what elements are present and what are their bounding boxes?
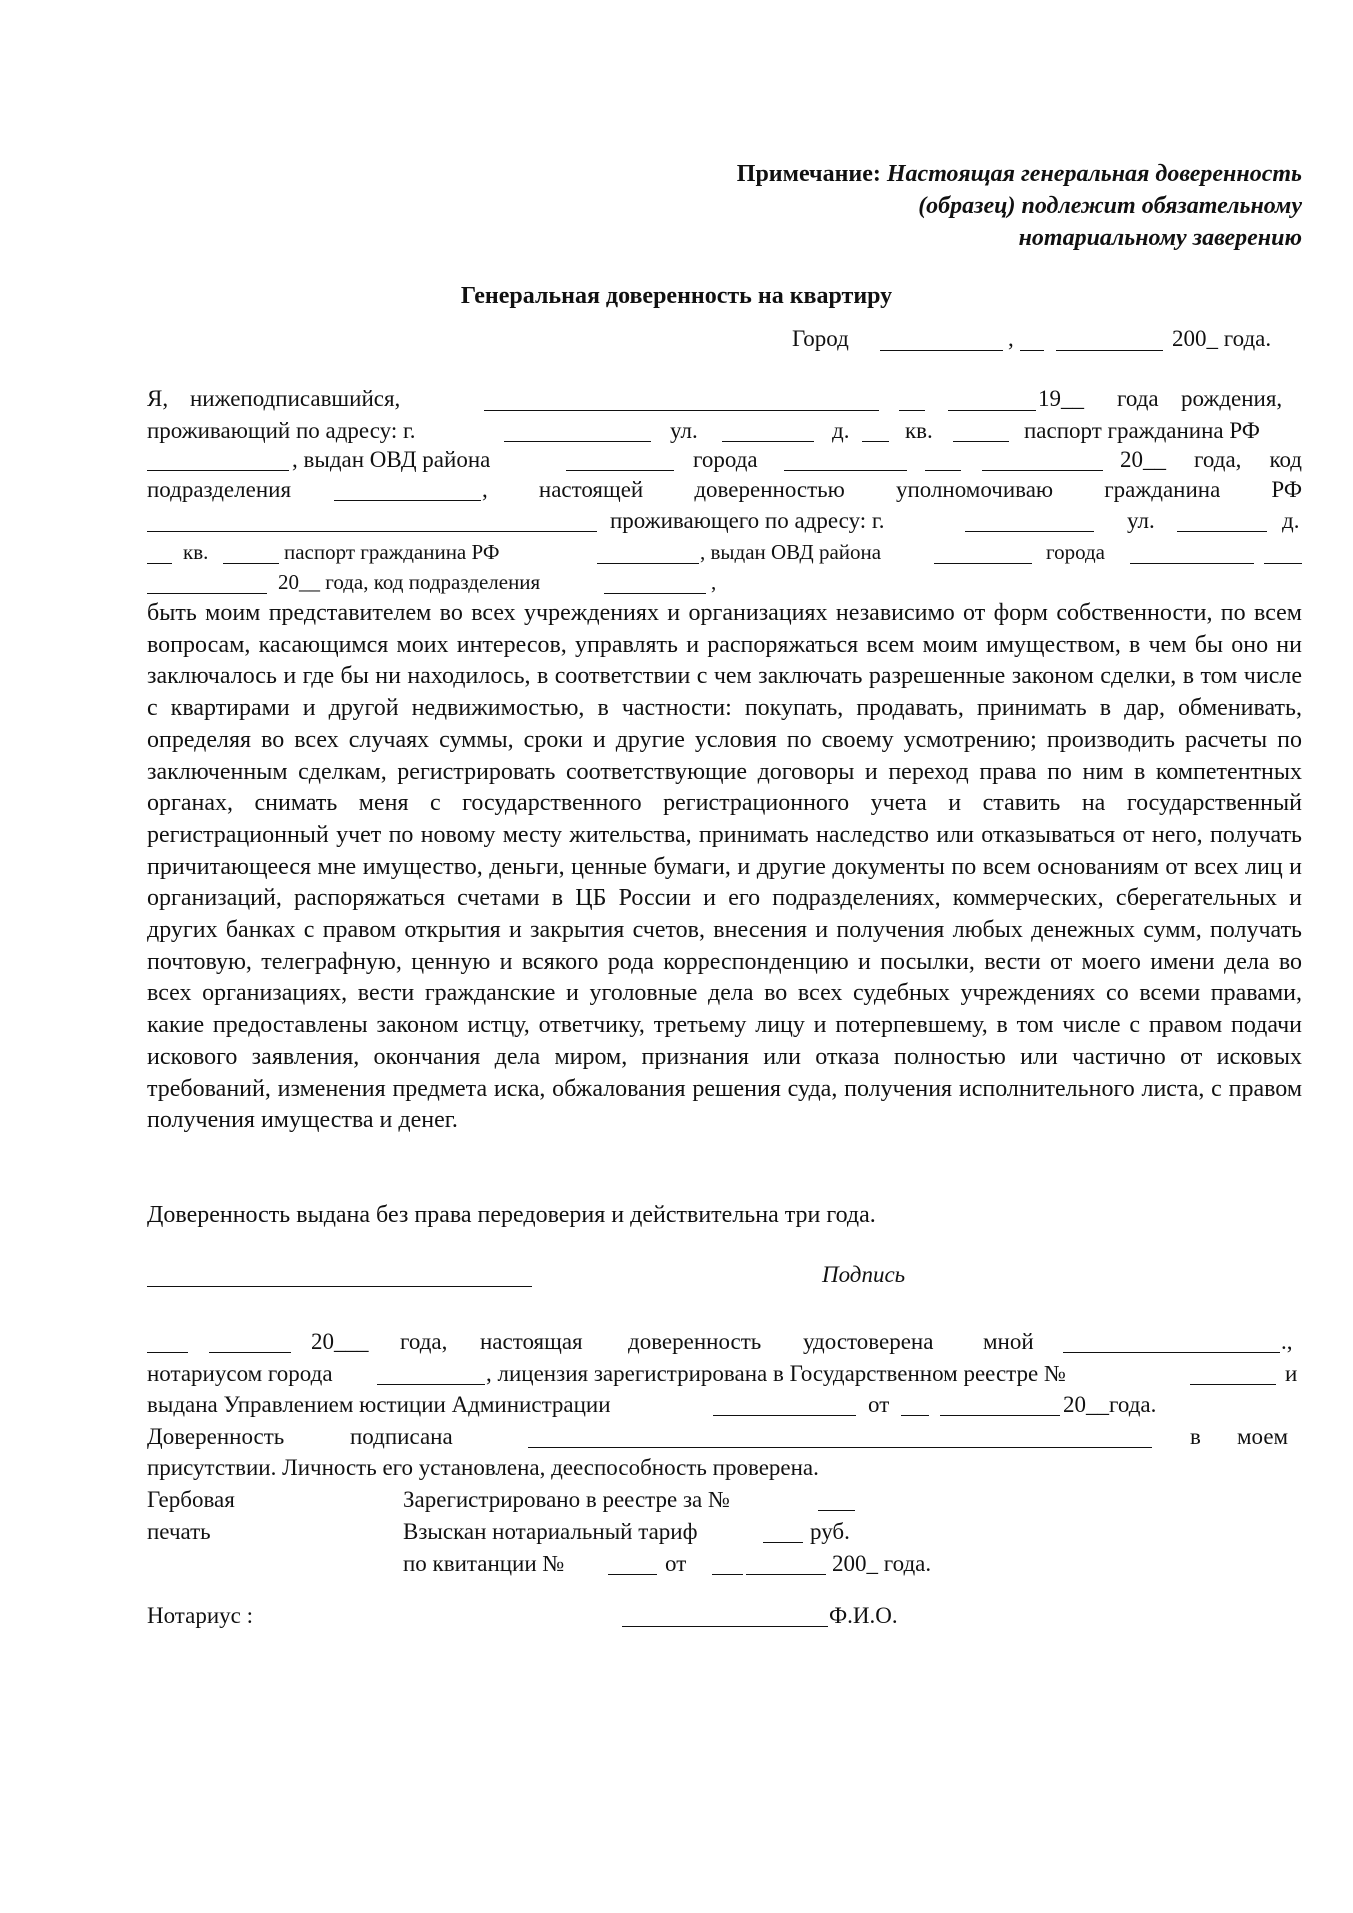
form-f14: подразделения [147,477,292,502]
receipt-number-blank[interactable] [608,1574,657,1575]
form-f17: ул. [1127,508,1155,533]
registry-reg: Зарегистрировано в реестре за № [403,1487,730,1512]
grantor-street-blank[interactable] [722,441,814,442]
license-number-blank[interactable] [1190,1384,1276,1385]
registry-from: от [665,1551,687,1576]
notary-n2: года, [400,1329,448,1354]
stamp-line1: Гербовая [147,1487,235,1512]
cert-day-blank[interactable] [147,1352,188,1353]
notary-city-blank[interactable] [377,1384,485,1385]
notary-n13: 20__года. [1063,1392,1157,1417]
notary-n9: , лицензия зарегистрирована в Государственном реестре № [486,1361,1066,1386]
month-blank[interactable] [1056,350,1163,351]
attorney-issue-day-blank[interactable] [1264,563,1302,564]
grantor-district-blank[interactable] [566,470,674,471]
attorney-district-blank[interactable] [934,563,1032,564]
note-line3: нотариальному заверению [1018,225,1302,251]
attorney-street-blank[interactable] [1177,531,1267,532]
grantor-name-blank[interactable] [484,410,879,411]
birth-month-blank[interactable] [948,410,1036,411]
grantor-passport-blank[interactable] [147,470,289,471]
grantor-issue-day-blank[interactable] [925,470,961,471]
city-comma: , [1008,326,1014,351]
notary-n6: мной [983,1329,1034,1354]
notary-n3: настоящая [480,1329,583,1354]
receipt-day-blank[interactable] [712,1574,743,1575]
attorney-flat-blank[interactable] [223,563,279,564]
note-line2: (образец) подлежит обязательному [918,193,1302,219]
note-label: Примечание: [736,161,881,187]
grantor-issue-city-blank[interactable] [784,470,907,471]
form-f3: 19__ [1038,386,1084,411]
cert-month-blank[interactable] [209,1352,291,1353]
notary-n16: в [1190,1424,1201,1449]
form-f16: проживающего по адресу: г. [610,508,885,533]
notary-n1: 20___ [311,1329,369,1354]
tariff-amount-blank[interactable] [763,1542,803,1543]
year-text: 200_ года. [1172,326,1272,351]
receipt-month-blank[interactable] [746,1574,826,1575]
grantor-house-blank[interactable] [862,441,889,442]
notary-n4: доверенность [628,1329,762,1354]
form-f18: д. [1282,508,1300,533]
attorney-issue-city-blank[interactable] [1130,563,1254,564]
attorney-house-blank[interactable] [147,563,172,564]
registry-rub: руб. [810,1519,850,1544]
signature-blank[interactable] [147,1286,532,1287]
notary-n15: подписана [350,1424,453,1449]
document-title: Генеральная доверенность на квартиру [460,283,893,309]
notary-n5: удостоверена [803,1329,934,1354]
notary-n10: и [1285,1361,1298,1386]
form-f7: ул. [670,418,698,443]
grantor-city-blank[interactable] [504,441,651,442]
form-f5: рождения, [1181,386,1283,411]
notary-n11: выдана Управлением юстиции Администрации [147,1392,611,1417]
city-blank[interactable] [880,350,1003,351]
notary-n18: присутствии. Личность его установлена, дееспособность проверена. [147,1455,819,1480]
grantor-subdivision-blank[interactable] [334,500,481,501]
form-f12: города [693,447,758,472]
form-f24: , [711,570,717,594]
city-label: Город [792,326,849,351]
attorney-subdivision-blank[interactable] [604,593,706,594]
registry-year: 200_ года. [832,1551,932,1576]
registry-receipt: по квитанции № [403,1551,565,1576]
stamp-line2: печать [147,1519,211,1544]
form-f11: , выдан ОВД района [292,447,491,472]
form-f22: города [1046,540,1105,564]
license-day-blank[interactable] [901,1415,929,1416]
grantor-issue-month-blank[interactable] [982,470,1103,471]
attorney-city-blank[interactable] [965,531,1094,532]
signature-label: Подпись [822,1262,906,1287]
administration-blank[interactable] [713,1415,856,1416]
form-f23: 20__ года, код подразделения [278,570,541,594]
signed-by-blank[interactable] [528,1447,1152,1448]
note-line1: Настоящая генеральная доверенность [886,161,1302,187]
form-f10: паспорт гражданина РФ [1024,418,1260,443]
form-f1: Я, [147,386,169,411]
registry-number-blank[interactable] [818,1510,855,1511]
day-blank[interactable] [1020,350,1044,351]
form-f19: кв. [183,540,209,564]
notary-n8: нотариусом города [147,1361,333,1386]
notary-n12: от [868,1392,890,1417]
notary-fio: Ф.И.О. [829,1603,898,1628]
validity-text: Доверенность выдана без права передоверия и действительна три года. [147,1202,876,1228]
form-f8: д. [832,418,850,443]
form-f15: , настоящей доверенностью уполномочиваю гражданина РФ [482,477,1302,502]
form-f6: проживающий по адресу: г. [147,418,416,443]
license-month-blank[interactable] [940,1415,1060,1416]
grantor-flat-blank[interactable] [953,441,1009,442]
form-f13: 20__ года, код [1120,447,1302,472]
registry-tariff: Взыскан нотариальный тариф [403,1519,698,1544]
birth-day-blank[interactable] [899,410,925,411]
attorney-passport-blank[interactable] [597,563,699,564]
notary-label: Нотариус : [147,1603,254,1628]
form-f20: паспорт гражданина РФ [284,540,500,564]
attorney-name-blank[interactable] [147,531,597,532]
powers-paragraph: быть моим представителем во всех учреждениях и организациях независимо от форм собственности, по всем вопросам, касающимся моих интересов, управлять и распоряжаться всем моим имуществом, в чем бы оно ни заключалось и где бы ни находилось, в соответствии с чем заключать разрешенные законом сделки, в том числе с квартирами и другой недвижимостью, в частности: покупать, продавать, принимать в дар, обменивать, определяя во всех случаях суммы, сроки и другие условия по своему усмотрению; производить расчеты по заключенным сделкам, регистрировать соответствующие договоры и переход права по ним в компетентных органах, снимать меня с государственного регистрационного учета и ставить на государственный регистрационный учет по новому месту жительства, принимать наследство или отказываться от него, получать причитающееся мне имущество, деньги, ценные бумаги, и другие документы по всем основаниям от всех лиц и организаций, распоряжаться счетами в ЦБ России и его подразделениях, коммерческих, сберегательных и других банках с правом открытия и закрытия счетов, внесения и получения любых денежных сумм, получать почтовую, телеграфную, ценную и всякого рода корреспонденцию и посылки, вести от моего имени дела во всех организациях, вести гражданские и уголовные дела во всех судебных учреждениях со всеми правами, какие предоставлены законом истцу, ответчику, третьему лицу и потерпевшему, в том числе с правом подачи искового заявления, окончания дела миром, признания или отказа полностью или частично от исковых требований, изменения предмета иска, обжалования решения суда, получения исполнительного листа, с правом получения имущества и денег. [147,600,1302,1134]
form-f4: года [1117,386,1159,411]
notary-name-blank[interactable] [1063,1352,1280,1353]
notary-signature-blank[interactable] [622,1626,828,1627]
notary-n7: ., [1281,1329,1293,1354]
notary-n14: Доверенность [147,1424,285,1449]
attorney-issue-month-blank[interactable] [147,593,267,594]
note-block [560,158,1302,254]
notary-n17: моем [1237,1424,1289,1449]
form-f2: нижеподписавшийся, [190,386,401,411]
form-f9: кв. [905,418,933,443]
form-f21: , выдан ОВД района [700,540,882,564]
